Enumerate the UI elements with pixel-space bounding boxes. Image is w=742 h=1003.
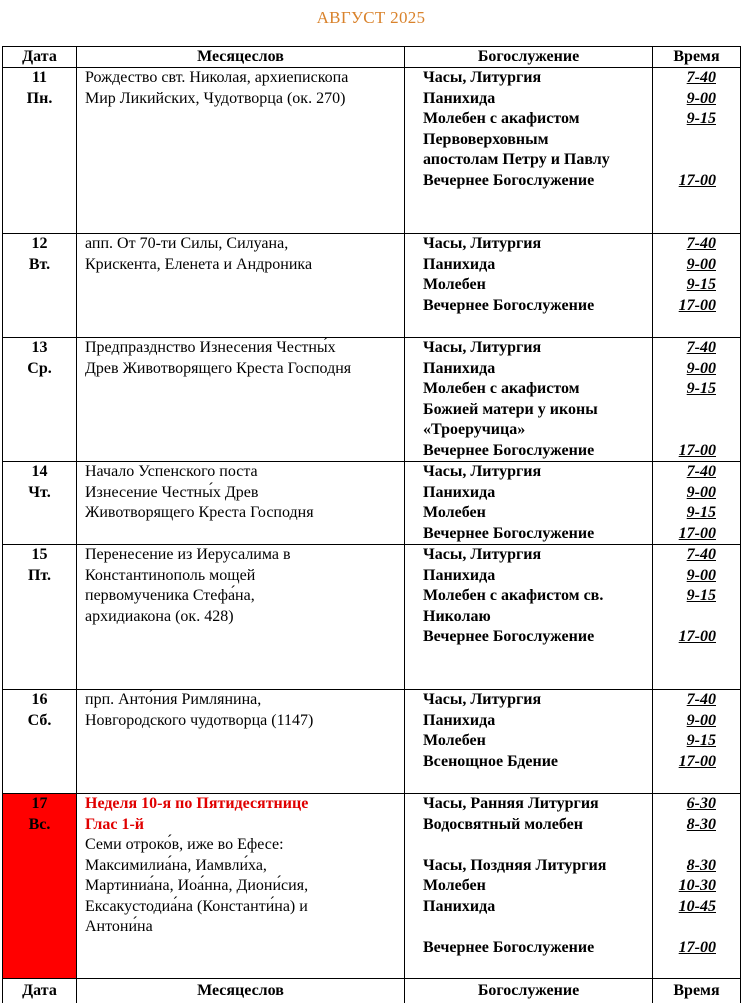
time-line xyxy=(653,68,716,89)
time-value: 17-00 xyxy=(679,753,716,770)
service-line: Вечернее Богослужение xyxy=(423,627,652,648)
time-value: 7-40 xyxy=(687,463,716,480)
time-value: 10-45 xyxy=(679,898,716,915)
time-line xyxy=(653,503,716,524)
schedule-body xyxy=(3,68,741,979)
times-cell xyxy=(653,462,741,545)
service-line: Вечернее Богослужение xyxy=(423,296,652,317)
service-line: Часы, Литургия xyxy=(423,545,652,566)
saint-line: Начало Успенского поста xyxy=(85,462,400,483)
time-value: 7-40 xyxy=(687,691,716,708)
time-line xyxy=(653,150,716,171)
date-cell xyxy=(3,545,77,690)
day-number: 15 xyxy=(3,545,76,566)
saints-cell xyxy=(77,338,405,462)
saint-line: Древ Животворящего Креста Господня xyxy=(85,359,400,380)
saints-cell xyxy=(77,690,405,794)
footer-service: Богослужение xyxy=(405,979,653,1003)
time-value: 9-00 xyxy=(687,567,716,584)
service-line: Молебен xyxy=(423,876,652,897)
date-cell xyxy=(3,338,77,462)
service-line: Панихида xyxy=(423,89,652,110)
time-value: 17-00 xyxy=(679,297,716,314)
saint-line: Новгородского чудотворца (1147) xyxy=(85,711,400,732)
time-value: 9-15 xyxy=(687,110,716,127)
time-line xyxy=(653,835,716,856)
time-value: 10-30 xyxy=(679,877,716,894)
services-cell xyxy=(405,794,653,979)
service-line: Вечернее Богослужение xyxy=(423,441,652,462)
time-line xyxy=(653,420,716,441)
service-line: Панихида xyxy=(423,897,652,918)
time-value: 9-00 xyxy=(687,256,716,273)
time-value: 9-00 xyxy=(687,484,716,501)
service-line: Часы, Литургия xyxy=(423,68,652,89)
service-line: Молебен xyxy=(423,731,652,752)
schedule-table xyxy=(2,46,741,979)
date-cell xyxy=(3,234,77,338)
services-cell xyxy=(405,68,653,234)
day-number: 16 xyxy=(3,690,76,711)
saint-line: Ексакустодиа́на (Константи́на) и xyxy=(85,897,400,918)
footer-header xyxy=(2,978,741,1003)
day-of-week: Вт. xyxy=(3,255,76,276)
day-number: 11 xyxy=(3,68,76,89)
service-line: Панихида xyxy=(423,359,652,380)
time-line xyxy=(653,627,716,648)
service-line: «Троеручица» xyxy=(423,420,652,441)
service-line: Молебен xyxy=(423,503,652,524)
time-line xyxy=(653,876,716,897)
time-line xyxy=(653,483,716,504)
time-value: 17-00 xyxy=(679,525,716,542)
header-date: Дата xyxy=(3,47,77,68)
service-line: Панихида xyxy=(423,483,652,504)
day-number: 14 xyxy=(3,462,76,483)
service-line: Молебен xyxy=(423,275,652,296)
header-saints: Месяцеслов xyxy=(77,47,405,68)
time-value: 8-30 xyxy=(687,816,716,833)
time-value: 9-00 xyxy=(687,90,716,107)
time-value: 9-00 xyxy=(687,360,716,377)
service-line: Часы, Литургия xyxy=(423,690,652,711)
service-line: Часы, Поздняя Литургия xyxy=(423,856,652,877)
time-value: 17-00 xyxy=(679,442,716,459)
footer-row xyxy=(3,979,741,1003)
day-number: 17 xyxy=(3,794,76,815)
time-line xyxy=(653,897,716,918)
header-time: Время xyxy=(653,47,741,68)
date-cell xyxy=(3,68,77,234)
footer-time: Время xyxy=(653,979,741,1003)
time-value: 9-15 xyxy=(687,504,716,521)
time-line xyxy=(653,545,716,566)
services-cell xyxy=(405,462,653,545)
header-service: Богослужение xyxy=(405,47,653,68)
time-value: 9-00 xyxy=(687,712,716,729)
time-line xyxy=(653,586,716,607)
saint-line: Предпразднство Изнесения Честны́х xyxy=(85,338,400,359)
time-value: 9-15 xyxy=(687,276,716,293)
service-line: Николаю xyxy=(423,607,652,628)
saints-cell xyxy=(77,545,405,690)
services-cell xyxy=(405,338,653,462)
saint-line: Изнесение Честны́х Древ xyxy=(85,483,400,504)
time-line xyxy=(653,524,716,545)
saint-line: прп. Анто́ния Римлянина, xyxy=(85,690,400,711)
footer-saints: Месяцеслов xyxy=(77,979,405,1003)
saint-line: апп. От 70-ти Силы, Силуана, xyxy=(85,234,400,255)
date-cell xyxy=(3,690,77,794)
service-line: Водосвятный молебен xyxy=(423,815,652,836)
time-value: 8-30 xyxy=(687,857,716,874)
service-line: Часы, Литургия xyxy=(423,462,652,483)
saint-line: Мартиниа́на, Иоа́нна, Диони́сия, xyxy=(85,876,400,897)
saint-line: Мир Ликийских, Чудотворца (ок. 270) xyxy=(85,89,400,110)
service-line: Божией матери у иконы xyxy=(423,400,652,421)
service-line: Вечернее Богослужение xyxy=(423,938,652,959)
saint-line: Рождество свт. Николая, архиепископа xyxy=(85,68,400,89)
time-value: 9-15 xyxy=(687,587,716,604)
time-line xyxy=(653,856,716,877)
time-line xyxy=(653,234,716,255)
time-value: 9-15 xyxy=(687,732,716,749)
service-line xyxy=(423,917,652,938)
service-line: Панихида xyxy=(423,711,652,732)
time-line xyxy=(653,400,716,421)
service-line: Часы, Литургия xyxy=(423,338,652,359)
saints-cell xyxy=(77,68,405,234)
time-line xyxy=(653,109,716,130)
saint-line: архидиакона (ок. 428) xyxy=(85,607,400,628)
times-cell xyxy=(653,690,741,794)
service-line: Панихида xyxy=(423,255,652,276)
time-line xyxy=(653,917,716,938)
day-row xyxy=(3,234,741,338)
time-line xyxy=(653,607,716,628)
time-line xyxy=(653,815,716,836)
time-value: 6-30 xyxy=(687,795,716,812)
service-line: Вечернее Богослужение xyxy=(423,524,652,545)
time-line xyxy=(653,462,716,483)
time-value: 7-40 xyxy=(687,339,716,356)
time-line xyxy=(653,275,716,296)
service-line: Молебен с акафистом xyxy=(423,379,652,400)
times-cell xyxy=(653,68,741,234)
time-line xyxy=(653,938,716,959)
service-line: Вечернее Богослужение xyxy=(423,171,652,192)
saints-cell xyxy=(77,462,405,545)
time-value: 17-00 xyxy=(679,628,716,645)
saint-line: Животворящего Креста Господня xyxy=(85,503,400,524)
time-line xyxy=(653,690,716,711)
time-line xyxy=(653,255,716,276)
day-of-week: Ср. xyxy=(3,359,76,380)
saint-line: Перенесение из Иерусалима в xyxy=(85,545,400,566)
time-line xyxy=(653,566,716,587)
saint-line: Максимилиа́на, Иамвли́ха, xyxy=(85,856,400,877)
time-line xyxy=(653,338,716,359)
services-cell xyxy=(405,234,653,338)
day-of-week: Сб. xyxy=(3,711,76,732)
services-cell xyxy=(405,690,653,794)
time-line xyxy=(653,731,716,752)
service-line: Всенощное Бдение xyxy=(423,752,652,773)
service-line: Часы, Литургия xyxy=(423,234,652,255)
day-of-week: Пт. xyxy=(3,566,76,587)
services-cell xyxy=(405,545,653,690)
day-row xyxy=(3,794,741,979)
time-line xyxy=(653,711,716,732)
times-cell xyxy=(653,338,741,462)
day-row xyxy=(3,462,741,545)
time-line xyxy=(653,379,716,400)
service-line: Молебен с акафистом св. xyxy=(423,586,652,607)
time-value: 7-40 xyxy=(687,546,716,563)
time-value: 17-00 xyxy=(679,172,716,189)
day-row xyxy=(3,690,741,794)
day-of-week: Пн. xyxy=(3,89,76,110)
day-number: 12 xyxy=(3,234,76,255)
service-line: Молебен с акафистом xyxy=(423,109,652,130)
time-line xyxy=(653,441,716,462)
time-value: 7-40 xyxy=(687,69,716,86)
time-line xyxy=(653,359,716,380)
times-cell xyxy=(653,545,741,690)
time-line xyxy=(653,752,716,773)
day-of-week: Вс. xyxy=(3,815,76,836)
day-number: 13 xyxy=(3,338,76,359)
day-row xyxy=(3,338,741,462)
saints-cell xyxy=(77,234,405,338)
saint-line: Крискента, Еленета и Андроника xyxy=(85,255,400,276)
day-row xyxy=(3,545,741,690)
saint-line: Антони́на xyxy=(85,917,400,938)
saint-line: первомученика Стефа́на, xyxy=(85,586,400,607)
times-cell xyxy=(653,794,741,979)
saint-line: Семи отроко́в, иже во Ефесе: xyxy=(85,835,400,856)
time-value: 9-15 xyxy=(687,380,716,397)
time-line xyxy=(653,794,716,815)
feast-title: Неделя 10-я по Пятидесятнице xyxy=(85,794,400,815)
service-line: Часы, Ранняя Литургия xyxy=(423,794,652,815)
time-line xyxy=(653,130,716,151)
service-line xyxy=(423,835,652,856)
time-line xyxy=(653,89,716,110)
day-of-week: Чт. xyxy=(3,483,76,504)
service-line: апостолам Петру и Павлу xyxy=(423,150,652,171)
time-line xyxy=(653,296,716,317)
service-line: Панихида xyxy=(423,566,652,587)
feast-title: Глас 1-й xyxy=(85,815,400,836)
saint-line: Константинополь мощей xyxy=(85,566,400,587)
times-cell xyxy=(653,234,741,338)
time-value: 7-40 xyxy=(687,235,716,252)
time-value: 17-00 xyxy=(679,939,716,956)
saints-cell xyxy=(77,794,405,979)
date-cell xyxy=(3,794,77,979)
time-line xyxy=(653,171,716,192)
day-row xyxy=(3,68,741,234)
service-line: Первоверховным xyxy=(423,130,652,151)
footer-date: Дата xyxy=(3,979,77,1003)
header-row xyxy=(3,47,741,68)
page-title: АВГУСТ 2025 xyxy=(0,8,742,28)
date-cell xyxy=(3,462,77,545)
